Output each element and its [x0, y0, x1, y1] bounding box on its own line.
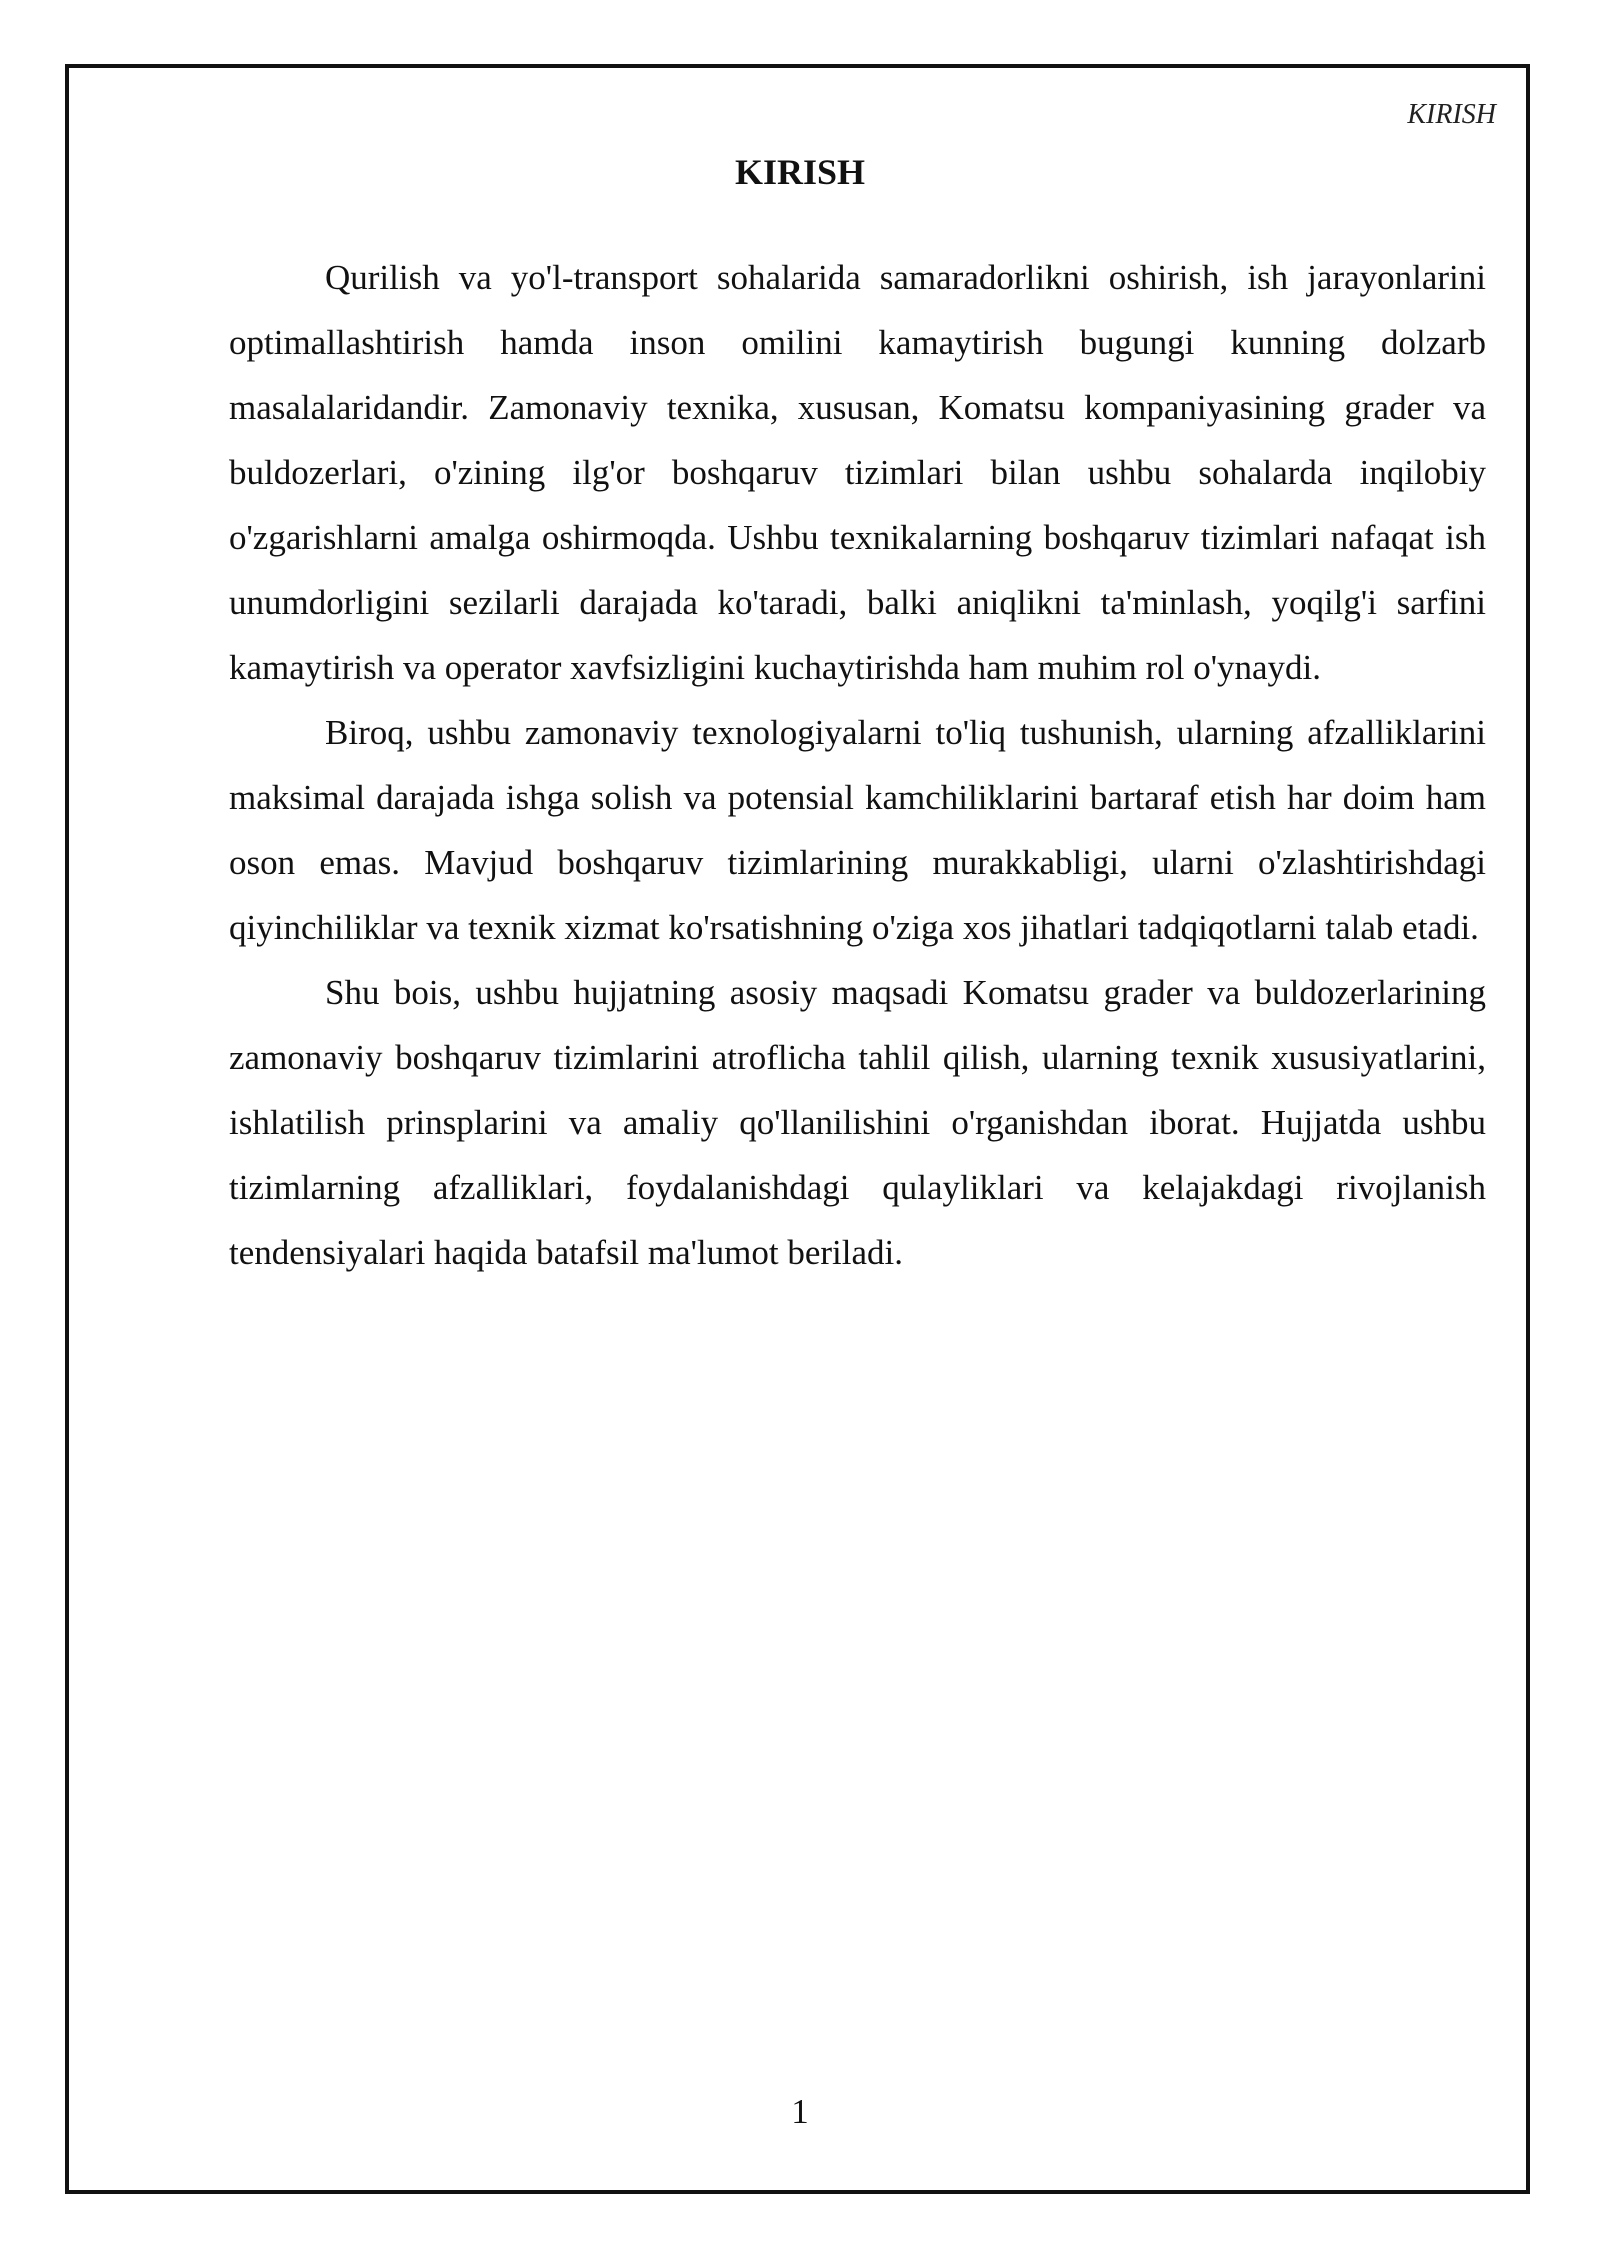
- paragraph-3: Shu bois, ushbu hujjatning asosiy maqsadi Komatsu grader va buldozerlarining zamonaviy boshqaruv tizimlarini atroflicha tahlil qilish, ularning texnik xususiyatlarini, ishlatilish prinsplarini va amaliy qo'llanilishini o'rganishdan iborat. Hujjatda ushbu tizimlarning afzalliklari, foydalanishdagi qulayliklari va kelajakdagi rivojlanish tendensiyalari haqida batafsil ma'lumot beriladi.: [229, 973, 1486, 1272]
- page-number: 1: [791, 2092, 809, 2131]
- body-text: [229, 245, 1486, 1285]
- page-title: KIRISH: [734, 152, 866, 192]
- paragraph-2: Biroq, ushbu zamonaviy texnologiyalarni to'liq tushunish, ularning afzalliklarini maksimal darajada ishga solish va potensial kamchiliklarini bartaraf etish har doim ham oson emas. Mavjud boshqaruv tizimlarining murakkabligi, ularni o'zlashtirishdagi qiyinchiliklar va texnik xizmat ko'rsatishning o'ziga xos jihatlari tadqiqotlarni talab etadi.: [229, 713, 1486, 947]
- running-header: KIRISH: [1407, 99, 1496, 130]
- paragraph-1: Qurilish va yo'l-transport sohalarida samaradorlikni oshirish, ish jarayonlarini optimallashtirish hamda inson omilini kamaytirish bugungi kunning dolzarb masalalaridandir. Zamonaviy texnika, xususan, Komatsu kompaniyasining grader va buldozerlari, o'zining ilg'or boshqaruv tizimlari bilan ushbu sohalarda inqilobiy o'zgarishlarni amalga oshirmoqda. Ushbu texnikalarning boshqaruv tizimlari nafaqat ish unumdorligini sezilarli darajada ko'taradi, balki aniqlikni ta'minlash, yoqilg'i sarfini kamaytirish va operator xavfsizligini kuchaytirishda ham muhim rol o'ynaydi.: [229, 258, 1486, 687]
